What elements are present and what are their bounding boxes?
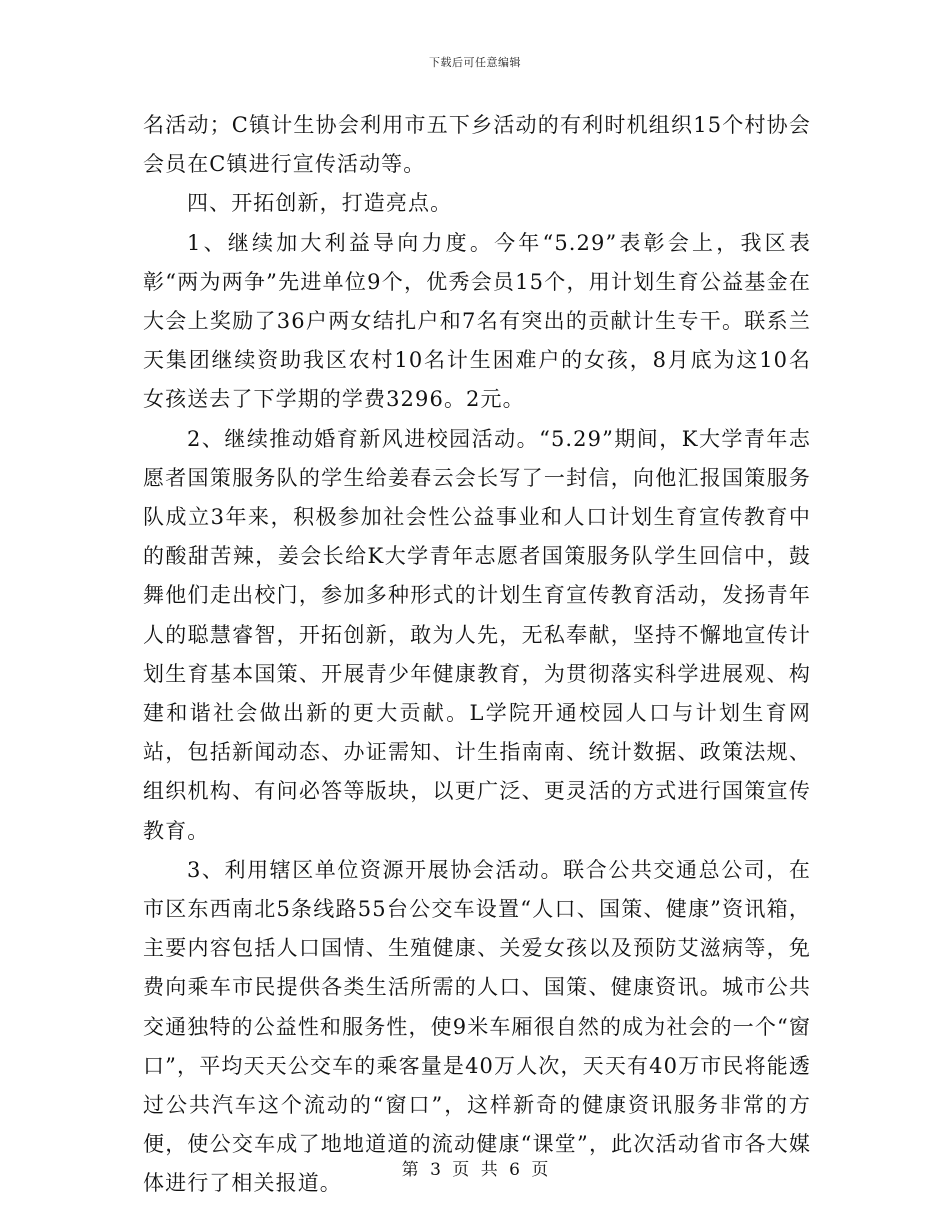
paragraph-item-1: 1、继续加大利益导向力度。今年“5.29”表彰会上，我区表彰“两为两争”先进单位9个，优秀会员15个，用计划生育公益基金在大会上奖励了36户两女结扎户和7名有突出的贡献计生专干。联系兰天集团继续资助我区农村10名计生困难户的女孩，8月底为这10名女孩送去了下学期的学费3296。2元。 [143,230,811,412]
section-heading: 四、开拓创新，打造亮点。 [187,191,453,216]
page-header: 下载后可任意编辑 [429,56,521,69]
page-number-footer: 第 3 页 共 6 页 [401,1160,549,1180]
paragraph-item-2: 2、继续推动婚育新风进校园活动。“5.29”期间，K大学青年志愿者国策服务队的学生给姜春云会长写了一封信，向他汇报国策服务队成立3年来，积极参加社会性公益事业和人口计划生育宣传教育中的酸甜苦辣，姜会长给K大学青年志愿者国策服务队学生回信中，鼓舞他们走出校门，参加多种形式的计划生育宣传教育活动，发扬青年人的聪慧睿智，开拓创新，敢为人先，无私奉献，坚持不懈地宣传计划生育基本国策、开展青少年健康教育，为贯彻落实科学进展观、构建和谐社会做出新的更大贡献。L学院开通校园人口与计划生育网站，包括新闻动态、办证需知、计生指南南、统计数据、政策法规、组织机构、有问必答等版块，以更广泛、更灵活的方式进行国策宣传教育。 [143,426,811,843]
paragraph-item-3: 3、利用辖区单位资源开展协会活动。联合公共交通总公司，在市区东西南北5条线路55台公交车设置“人口、国策、健康”资讯箱，主要内容包括人口国情、生殖健康、关爱女孩以及预防艾滋病等，免费向乘车市民提供各类生活所需的人口、国策、健康资讯。城市公共交通独特的公益性和服务性，使9米车厢很自然的成为社会的一个“窗口”，平均天天公交车的乘客量是40万人次，天天有40万市民将能透过公共汽车这个流动的“窗口”，这样新奇的健康资讯服务非常的方便，使公交车成了地地道道的流动健康“课堂”，此次活动省市各大媒体进行了相关报道。 [143,857,811,1196]
paragraph-continuation: 名活动；C镇计生协会利用市五下乡活动的有利时机组织15个村协会会员在C镇进行宣传活动等。 [143,113,811,177]
document-body [143,106,811,1204]
